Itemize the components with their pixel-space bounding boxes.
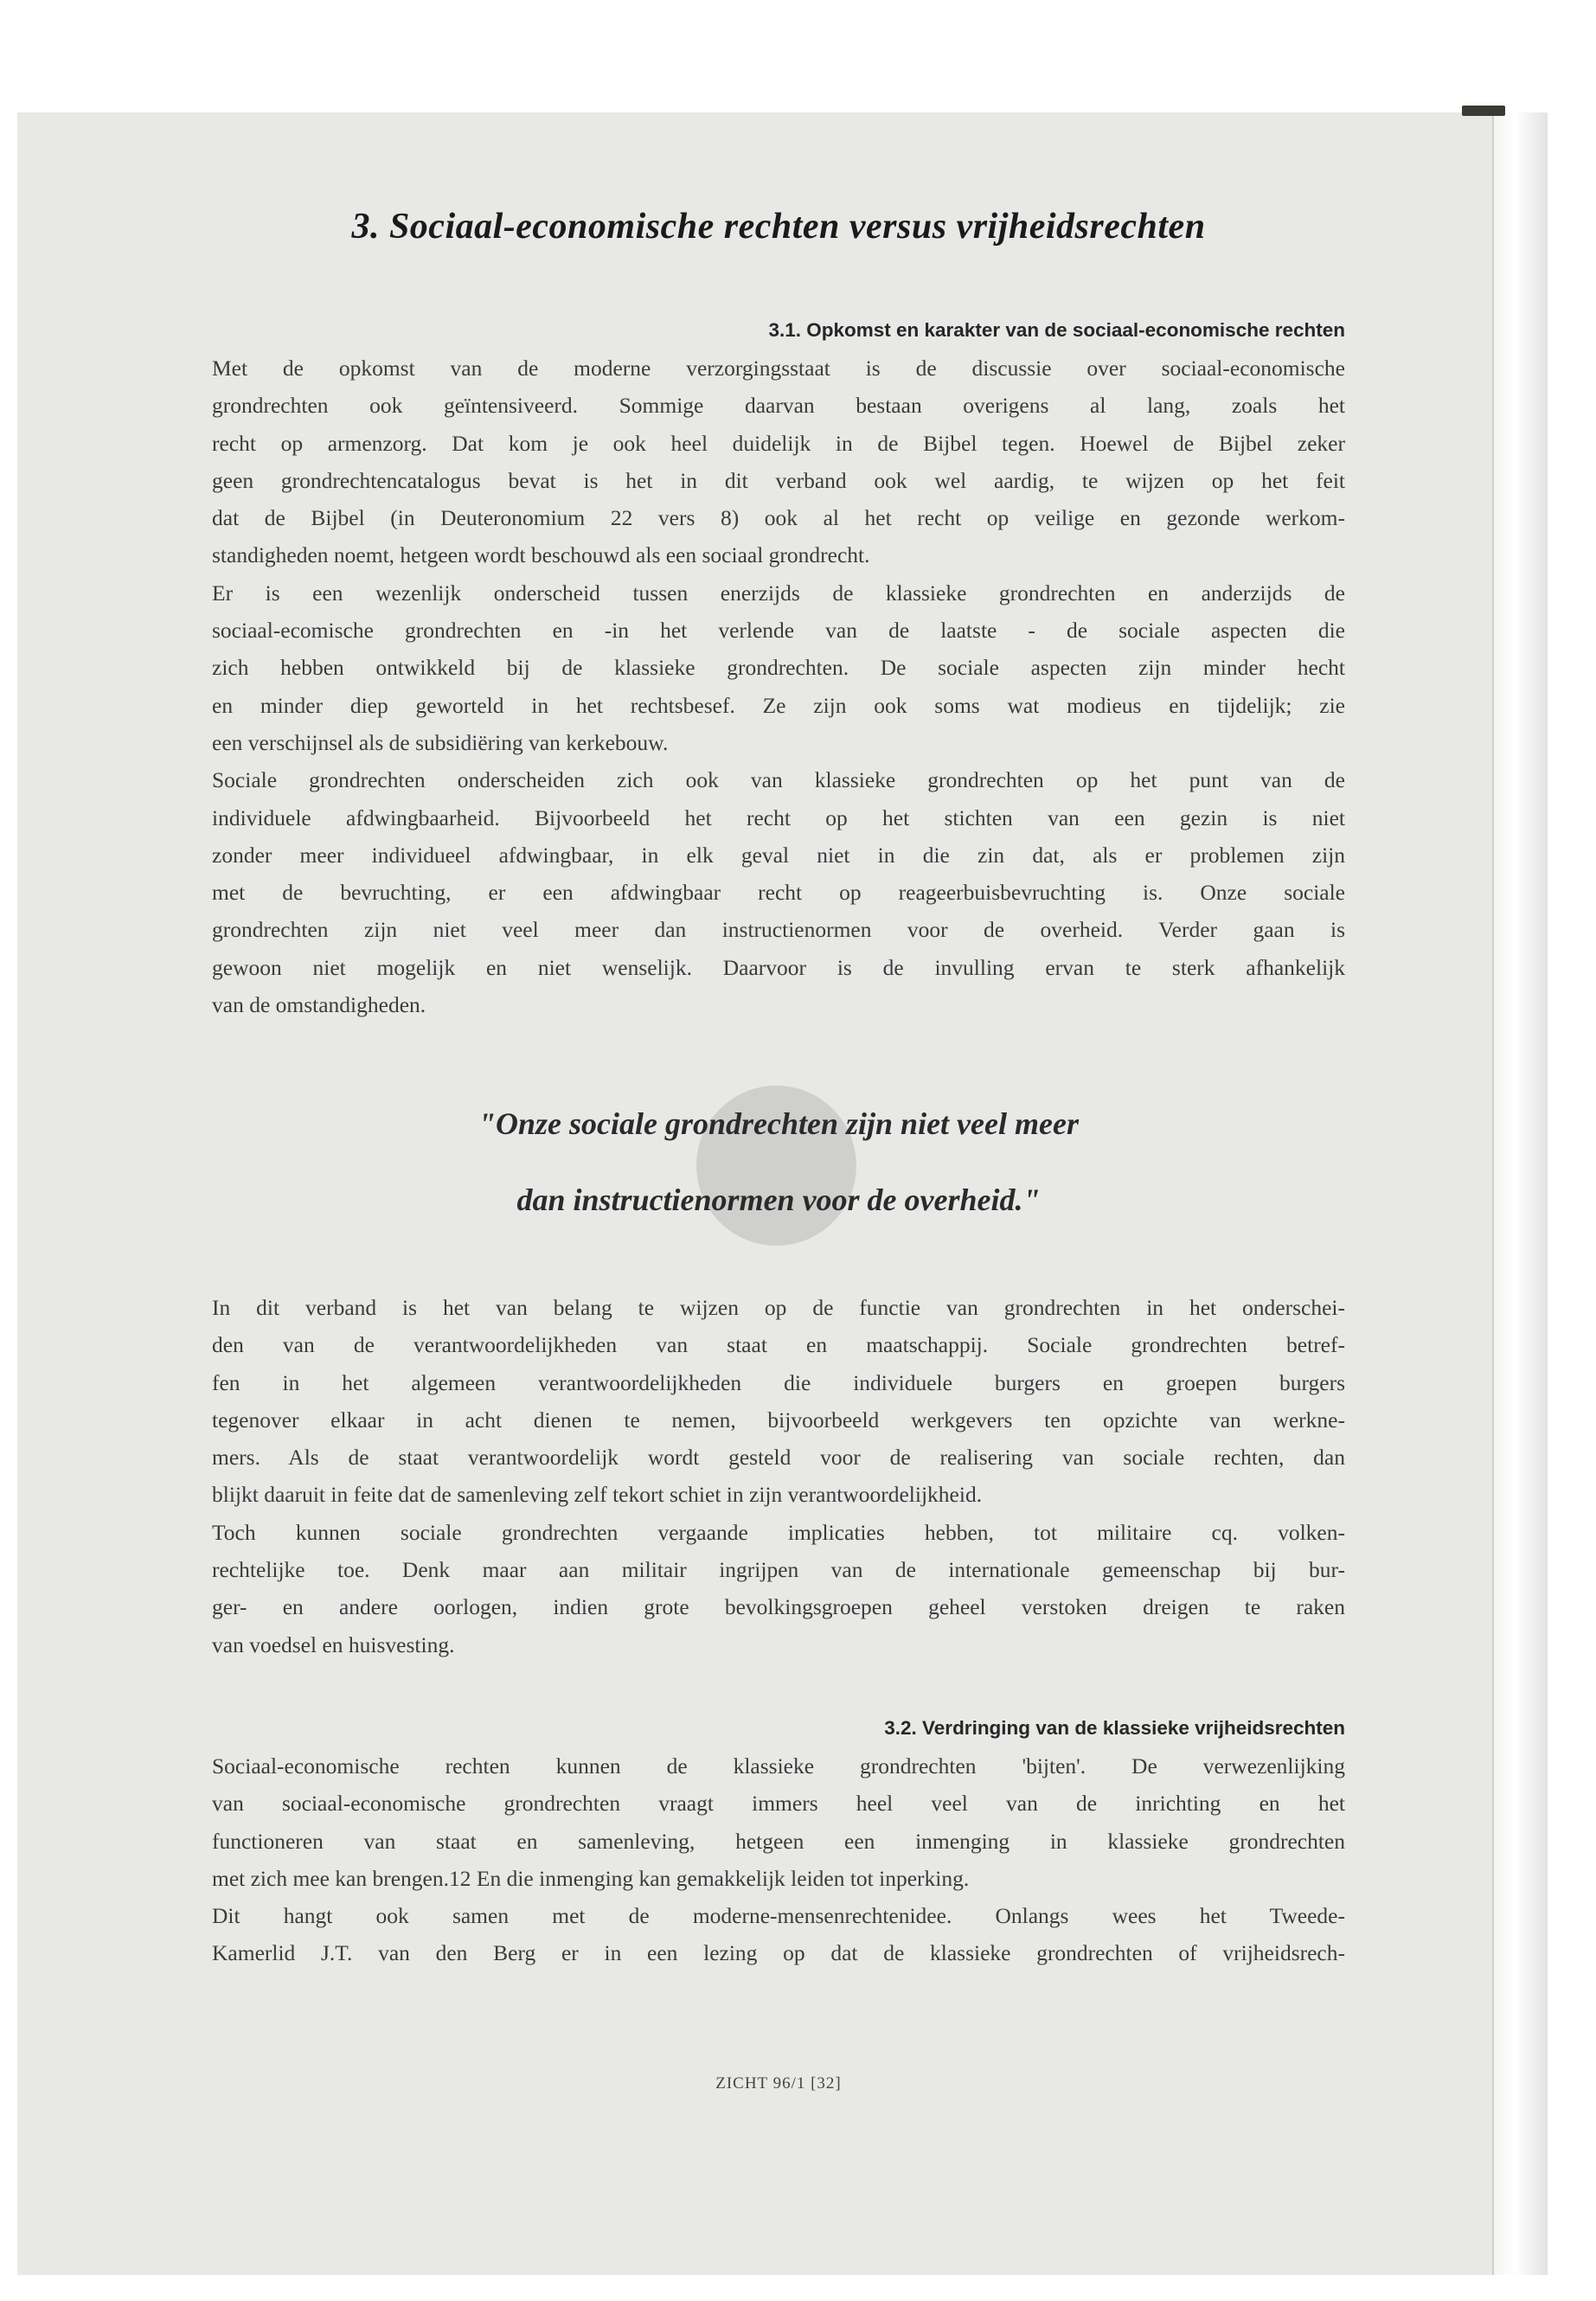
text-line: den van de verantwoordelijkheden van staat en maatschappij. Sociale grondrechten betref- <box>212 1332 1345 1358</box>
text-line: recht op armenzorg. Dat kom je ook heel duidelijk in de Bijbel tegen. Hoewel de Bijbel zeker <box>212 430 1345 456</box>
middle-body-text <box>212 1289 1345 1663</box>
text-line: Sociale grondrechten onderscheiden zich ook van klassieke grondrechten op het punt van de <box>212 767 1345 793</box>
section-2 <box>212 1709 1345 1972</box>
text-line: gewoon niet mogelijk en niet wenselijk. Daarvoor is de invulling ervan te sterk afhankelijk <box>212 954 1345 980</box>
text-line: geen grondrechtencatalogus bevat is het in dit verband ook wel aardig, te wijzen op het feit <box>212 467 1345 493</box>
text-line: een verschijnsel als de subsidiëring van kerkebouw. <box>212 729 669 755</box>
text-line: rechtelijke toe. Denk maar aan militair ingrijpen van de internationale gemeenschap bij bur- <box>212 1557 1345 1583</box>
page-footer: ZICHT 96/1 [32] <box>715 2074 842 2093</box>
pull-quote-line-1: "Onze sociale grondrechten zijn niet veel meer <box>478 1106 1079 1141</box>
spine-mark <box>1462 106 1505 116</box>
text-line: In dit verband is het van belang te wijzen op de functie van grondrechten in het onderschei- <box>212 1295 1345 1320</box>
section-2-title: 3.2. Verdringing van de klassieke vrijheidsrechten <box>884 1717 1345 1739</box>
text-line: Dit hangt ook samen met de moderne-mensenrechtenidee. Onlangs wees het Tweede- <box>212 1903 1345 1929</box>
text-line: ger- en andere oorlogen, indien grote bevolkingsgroepen geheel verstoken dreigen te raken <box>212 1594 1345 1620</box>
text-line: dat de Bijbel (in Deuteronomium 22 vers 8) ook al het recht op veilige en gezonde werkom- <box>212 505 1345 531</box>
text-line: van voedsel en huisvesting. <box>212 1631 455 1657</box>
text-line: grondrechten ook geïntensiveerd. Sommige daarvan bestaan overigens al lang, zoals het <box>212 393 1345 419</box>
text-line: grondrechten zijn niet veel meer dan instructienormen voor de overheid. Verder gaan is <box>212 917 1345 943</box>
chapter-heading: 3. Sociaal-economische rechten versus vrijheidsrechten <box>351 207 1206 247</box>
text-line: blijkt daaruit in feite dat de samenleving zelf tekort schiet in zijn verantwoordelijkheid. <box>212 1482 983 1508</box>
text-line: met de bevruchting, er een afdwingbaar recht op reageerbuisbevruchting is. Onze sociale <box>212 880 1345 906</box>
text-line: individuele afdwingbaarheid. Bijvoorbeeld het recht op het stichten van een gezin is niet <box>212 804 1345 830</box>
text-line: Sociaal-economische rechten kunnen de klassieke grondrechten 'bijten'. De verwezenlijking <box>212 1753 1345 1779</box>
text-line: tegenover elkaar in acht dienen te nemen, bijvoorbeeld werkgevers ten opzichte van werkne- <box>212 1407 1345 1433</box>
middle-body <box>212 1289 1345 1663</box>
text-line: van de omstandigheden. <box>212 992 426 1018</box>
section-1-body <box>212 349 1345 1023</box>
text-line: en minder diep geworteld in het rechtsbesef. Ze zijn ook soms wat modieus en tijdelijk; zie <box>212 692 1345 718</box>
text-line: zonder meer individueel afdwingbaar, in elk geval niet in die zin dat, als er problemen zijn <box>212 842 1345 868</box>
section-1-title: 3.1. Opkomst en karakter van de sociaal-economische rechten <box>768 319 1345 341</box>
page-edge <box>1492 112 1548 2275</box>
text-line: Kamerlid J.T. van den Berg er in een lezing op dat de klassieke grondrechten of vrijheidsrech- <box>212 1940 1345 1966</box>
text-line: fen in het algemeen verantwoordelijkheden die individuele burgers en groepen burgers <box>212 1369 1345 1395</box>
section-1 <box>212 311 1345 1023</box>
text-line: Toch kunnen sociale grondrechten vergaande implicaties hebben, tot militaire cq. volken- <box>212 1519 1345 1545</box>
text-line: standigheden noemt, hetgeen wordt beschouwd als een sociaal grondrecht. <box>212 542 870 568</box>
section-2-body <box>212 1747 1345 1972</box>
text-line: Met de opkomst van de moderne verzorgingsstaat is de discussie over sociaal-economische <box>212 356 1345 381</box>
text-line: mers. Als de staat verantwoordelijk wordt gesteld voor de realisering van sociale rechten, dan <box>212 1445 1345 1471</box>
text-line: met zich mee kan brengen.12 En die inmenging kan gemakkelijk leiden tot inperking. <box>212 1865 970 1891</box>
text-line: sociaal-ecomische grondrechten en -in het verlende van de laatste - de sociale aspecten die <box>212 618 1345 644</box>
text-line: functioneren van staat en samenleving, hetgeen een inmenging in klassieke grondrechten <box>212 1828 1345 1854</box>
pull-quote-line-2: dan instructienormen voor de overheid." <box>516 1183 1041 1217</box>
text-line: van sociaal-economische grondrechten vraagt immers heel veel van de inrichting en het <box>212 1791 1345 1817</box>
text-line: Er is een wezenlijk onderscheid tussen enerzijds de klassieke grondrechten en anderzijds de <box>212 580 1345 606</box>
text-line: zich hebben ontwikkeld bij de klassieke grondrechten. De sociale aspecten zijn minder hecht <box>212 655 1345 681</box>
